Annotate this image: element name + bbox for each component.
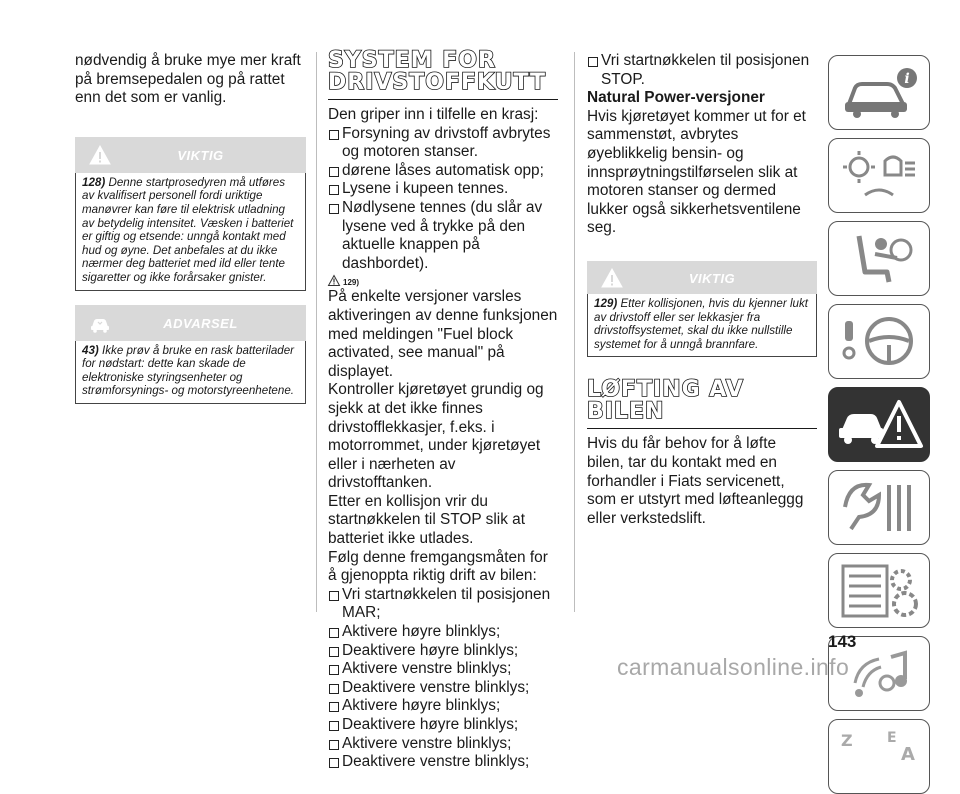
tab-safety[interactable] xyxy=(828,221,930,296)
list-item: Deaktivere høyre blinklys; xyxy=(328,642,558,661)
bullet-list-1 xyxy=(328,125,558,274)
list-item: Aktivere venstre blinklys; xyxy=(328,735,558,754)
list-item: Deaktivere venstre blinklys; xyxy=(328,679,558,698)
list-item: Lysene i kupeen tennes. xyxy=(328,180,558,199)
page-number: 143 xyxy=(828,632,857,651)
section-title: LØFTING AV BILEN xyxy=(587,377,744,425)
title-underline xyxy=(587,428,817,429)
notice-number: 128) xyxy=(82,175,106,189)
notice-body xyxy=(587,294,817,357)
svg-text:E: E xyxy=(887,730,897,746)
intro-paragraph: Den griper inn i tilfelle en krasj: xyxy=(328,106,539,123)
notice-body xyxy=(75,341,306,404)
notice-title: ADVARSEL xyxy=(163,315,238,331)
list-item: Aktivere venstre blinklys; xyxy=(328,660,558,679)
specifications-icon xyxy=(835,560,923,622)
notice-title: VIKTIG xyxy=(177,147,224,163)
list-item: Deaktivere høyre blinklys; xyxy=(328,716,558,735)
tab-driving[interactable] xyxy=(828,304,930,379)
steering-wheel-icon xyxy=(835,311,923,373)
reference-number: 129) xyxy=(343,278,360,288)
tab-specifications[interactable] xyxy=(828,553,930,628)
list-item: Vri startnøkkelen til posisjonen MAR; xyxy=(328,586,558,623)
bullet-list-2 xyxy=(328,586,558,772)
emergency-triangle-icon xyxy=(835,394,923,456)
notice-viktig-129 xyxy=(587,261,817,357)
notice-title: VIKTIG xyxy=(688,270,736,286)
dashboard-lights-icon xyxy=(835,145,923,207)
notice-number: 43) xyxy=(82,343,99,357)
svg-text:A: A xyxy=(901,744,915,765)
airbag-seat-icon xyxy=(835,228,923,290)
section-title: SYSTEM FOR DRIVSTOFFKUTT xyxy=(328,48,547,95)
list-item: Aktivere høyre blinklys; xyxy=(328,623,558,642)
notice-header xyxy=(75,305,306,341)
warning-reference xyxy=(328,273,558,288)
list-item: Forsyning av drivstoff avbrytes og motoren stanser. xyxy=(328,125,558,162)
notice-viktig-128 xyxy=(75,137,306,291)
car-info-icon xyxy=(835,62,923,124)
list-item: Vri startnøkkelen til posisjonen STOP. xyxy=(587,52,817,89)
notice-header xyxy=(75,137,306,173)
paragraph: Hvis kjøretøyet kommer ut for et sammenstøt, avbrytes øyeblikkelig bensin- og innsprøytningstilførselen slik at motoren stanser og dermed lukker også sikkerhetsventilene seg. xyxy=(587,107,806,237)
column-3 xyxy=(587,52,817,528)
tab-emergency[interactable] xyxy=(828,387,930,462)
svg-text:i: i xyxy=(904,71,910,87)
notice-number: 129) xyxy=(594,296,618,310)
tab-dashboard-lights[interactable] xyxy=(828,138,930,213)
title-underline xyxy=(328,99,558,100)
warning-triangle-icon xyxy=(328,275,340,286)
paragraph: Følg denne fremgangsmåten for å gjenoppta riktig drift av bilen: xyxy=(328,548,548,585)
column-1 xyxy=(75,52,306,404)
list-item: Aktivere høyre blinklys; xyxy=(328,697,558,716)
notice-text: Etter kollisjonen, hvis du kjenner lukt av drivstoff eller ser lekkasjer fra drivstoffsystemet, skal du ikke nullstille systemet for å unngå brannfare. xyxy=(594,296,808,351)
notice-body xyxy=(75,173,306,291)
column-2 xyxy=(328,48,558,772)
column-divider-right xyxy=(574,52,575,612)
tab-car-info[interactable] xyxy=(828,55,930,130)
column-divider-left xyxy=(316,52,317,612)
paragraph: Kontroller kjøretøyet grundig og sjekk at det ikke finnes drivstofflekkasjer, f.eks. i motorrommet, under kjøretøyet eller i nærheten av drivstofftanken. xyxy=(328,381,544,492)
index-letters-icon xyxy=(835,726,923,788)
paragraph: Etter en kollisjon vrir du startnøkkelen til STOP slik at batteriet ikke utlades. xyxy=(328,492,526,548)
watermark: carmanualsonline.info xyxy=(617,654,850,680)
notice-header xyxy=(587,261,817,294)
paragraph: Hvis du får behov for å løfte bilen, tar du kontakt med en forhandler i Fiats servicenett, som er utstyrt med løfteanleggg eller verkstedslift. xyxy=(587,435,804,527)
paragraph: På enkelte versjoner varsles aktiveringen av denne funksjonen med meldingen "Fuel block activated, see manual" på displayet. xyxy=(328,288,558,380)
list-item: Nødlysene tennes (du slår av lysene ved å trykke på den aktuelle knappen på dashbordet). xyxy=(328,199,558,273)
intro-paragraph: nødvendig å bruke mye mer kraft på bremsepedalen og på rattet enn det som er vanlig. xyxy=(75,52,301,107)
notice-text: Denne startprosedyren må utføres av kvalifisert personell fordi uriktige manøvrer kan føre til elektrisk utladning av betydelig intensitet. Væsken i batteriet er giftig og etsende: unngå kontakt med hud og øyne. Det anbefales at du ikke nærmer deg batteriet med ild eller tente sigaretter og ikke forårsaker gnister. xyxy=(82,175,294,284)
maintenance-tools-icon xyxy=(835,477,923,539)
notice-advarsel-43 xyxy=(75,305,306,404)
list-item: dørene låses automatisk opp; xyxy=(328,162,558,181)
notice-text: Ikke prøv å bruke en rask batterilader for nødstart: dette kan skade de elektroniske styringsenheter og strømforsynings- og motorstyreenhetene. xyxy=(82,343,295,398)
svg-text:Z: Z xyxy=(841,731,853,750)
tab-maintenance[interactable] xyxy=(828,470,930,545)
subheading: Natural Power-versjoner xyxy=(587,89,765,107)
list-item: Deaktivere venstre blinklys; xyxy=(328,753,558,772)
tab-index[interactable] xyxy=(828,719,930,794)
